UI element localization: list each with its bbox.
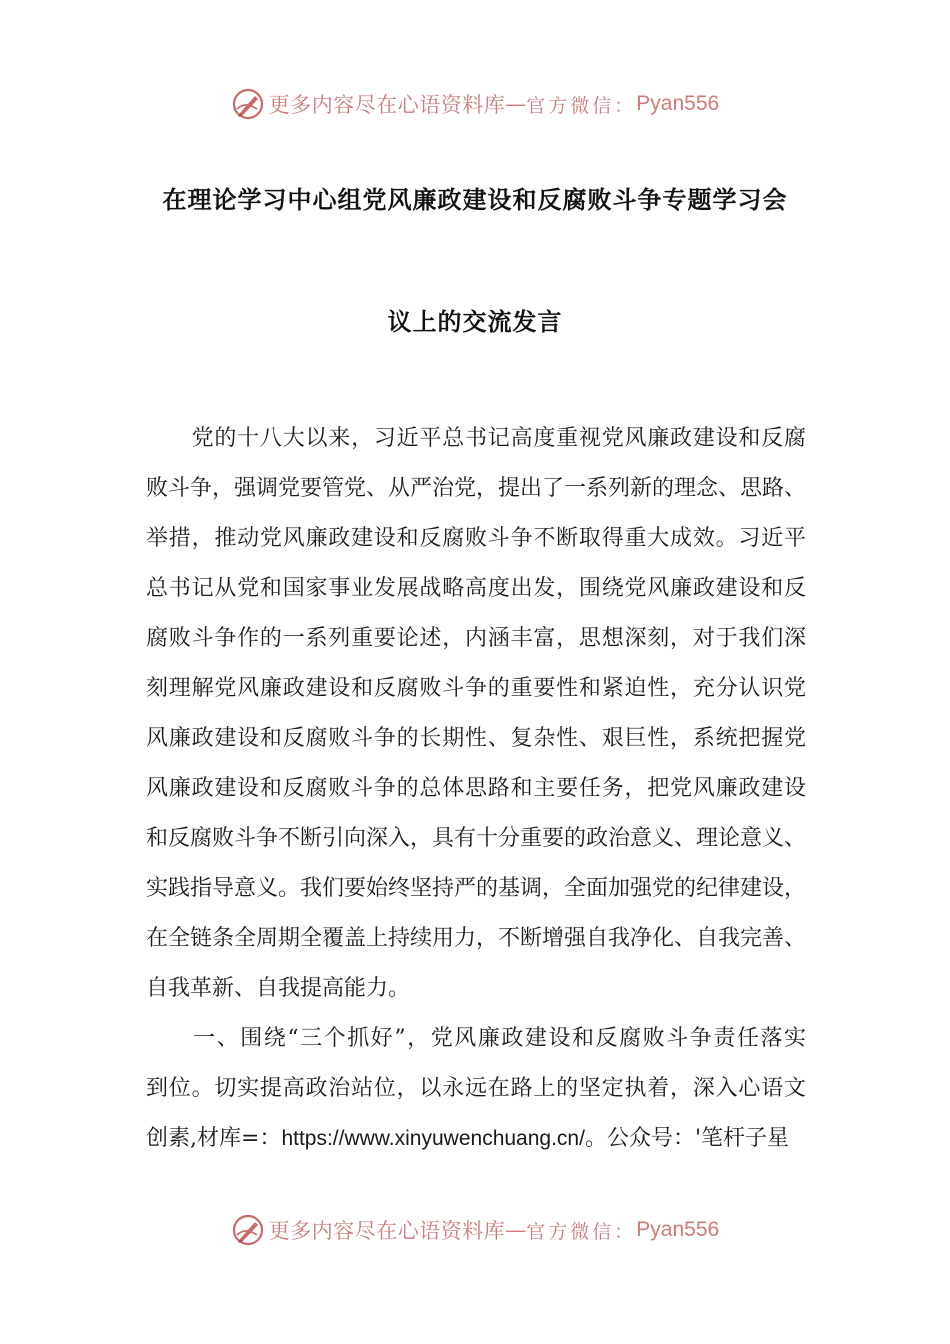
- body-line: 到位。切实提高政治站位，以永远在路上的坚定执着，深入心语文: [146, 1076, 806, 1101]
- body-line-with-link: [146, 1114, 806, 1164]
- last-line-suffix: 。公众号：'笔杆子星: [584, 1126, 789, 1151]
- watermark-separator: —: [505, 92, 527, 116]
- body-line: 党的十八大以来，习近平总书记高度重视党风廉政建设和反腐: [146, 426, 806, 451]
- website-url-link[interactable]: https://www.xinyuwenchuang.cn/: [281, 1127, 585, 1150]
- body-line: 风廉政建设和反腐败斗争的长期性、复杂性、艰巨性，系统把握党: [146, 726, 806, 751]
- watermark-wechat-label: 官方微信：: [526, 1220, 637, 1243]
- doc-title-line2: 议上的交流发言: [387, 308, 563, 336]
- doc-title-line1: 在理论学习中心组党风廉政建设和反腐败斗争专题学习会: [162, 186, 788, 214]
- body-line: 和反腐败斗争不断引向深入，具有十分重要的政治意义、理论意义、: [146, 826, 806, 851]
- watermark-text: 更多内容尽在心语资料库: [268, 93, 506, 117]
- body-line: 刻理解党风廉政建设和反腐败斗争的重要性和紧迫性，充分认识党: [146, 676, 806, 701]
- watermark-separator: —: [505, 1218, 527, 1242]
- body-line: 风廉政建设和反腐败斗争的总体思路和主要任务，把党风廉政建设: [146, 776, 806, 801]
- body-line: 在全链条全周期全覆盖上持续用力，不断增强自我净化、自我完善、: [146, 926, 806, 951]
- watermark-text: 更多内容尽在心语资料库: [268, 1219, 506, 1243]
- body-line: 总书记从党和国家事业发展战略高度出发，围绕党风廉政建设和反: [146, 576, 806, 601]
- body-line: 败斗争，强调党要管党、从严治党，提出了一系列新的理念、思路、: [146, 476, 806, 501]
- body-line: 举措，推动党风廉政建设和反腐败斗争不断取得重大成效。习近平: [146, 526, 806, 551]
- pen-logo-icon: [231, 87, 265, 121]
- watermark-banner-bottom: [0, 1208, 950, 1252]
- watermark-wechat-id: Pyan556: [636, 1218, 720, 1241]
- last-line-prefix: 创素,材库=：: [146, 1126, 282, 1151]
- watermark-wechat-label: 官方微信：: [526, 94, 637, 117]
- body-text: [146, 414, 806, 1164]
- pen-logo-icon: [231, 1213, 265, 1247]
- watermark-wechat-id: Pyan556: [636, 92, 720, 115]
- watermark-banner-top: [0, 82, 950, 126]
- body-line: 腐败斗争作的一系列重要论述，内涵丰富，思想深刻，对于我们深: [146, 626, 806, 651]
- body-line: 一、围绕“三个抓好”，党风廉政建设和反腐败斗争责任落实: [146, 1026, 806, 1051]
- body-line: 自我革新、自我提高能力。: [146, 976, 411, 1001]
- body-line: 实践指导意义。我们要始终坚持严的基调，全面加强党的纪律建设，: [146, 876, 806, 901]
